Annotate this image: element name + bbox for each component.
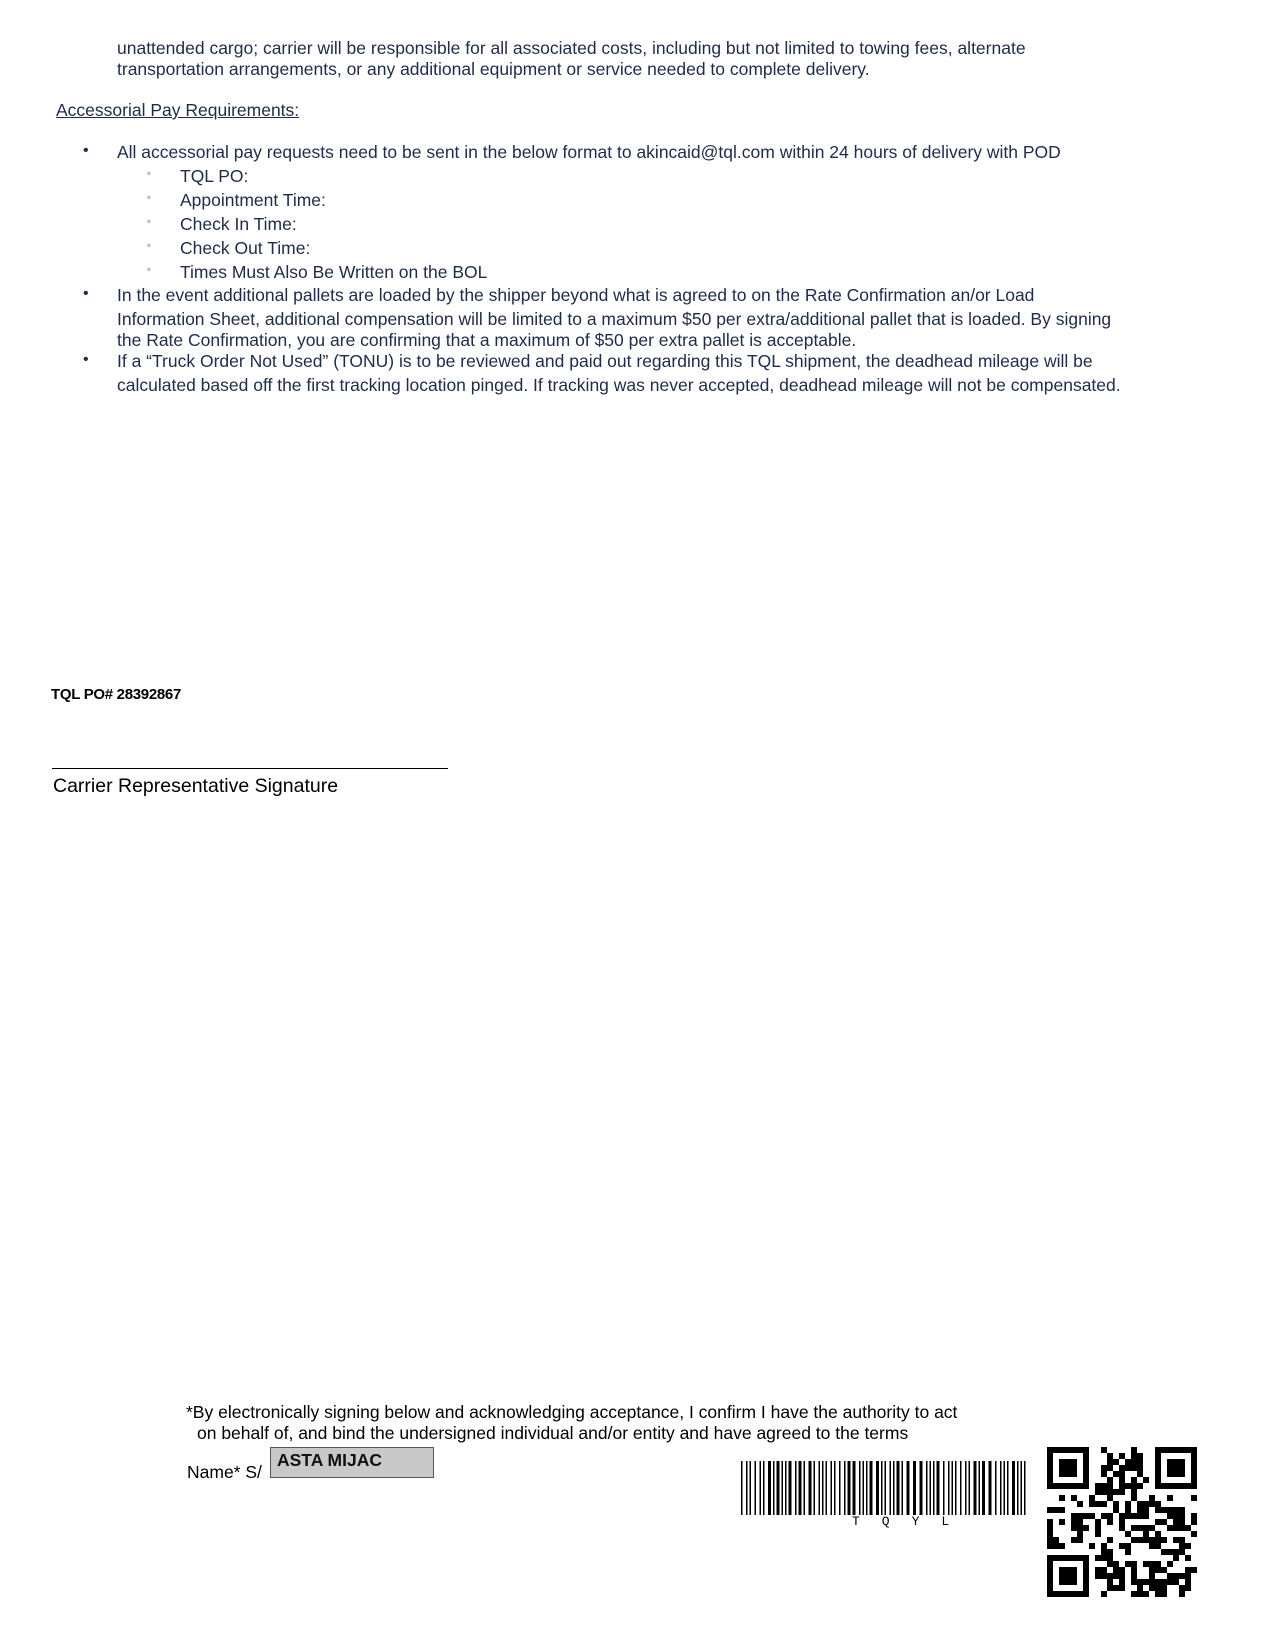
bullet-marker: • <box>83 351 89 368</box>
sub-item-check-out-time: Check Out Time: <box>180 238 311 258</box>
bullet-marker: • <box>83 285 89 302</box>
name-label: Name* S/ <box>187 1462 262 1482</box>
bullet-item-tonu: If a “Truck Order Not Used” (TONU) is to be reviewed and paid out regarding this TQL shipment, the deadhead mileage will be <box>117 351 1093 371</box>
bullet-item-additional-pallets-cont: the Rate Confirmation, you are confirming that a maximum of $50 per extra pallet is acceptable. <box>117 330 857 350</box>
sub-bullet-marker: ◦ <box>147 240 151 252</box>
sub-bullet-marker: ◦ <box>147 264 151 276</box>
name-signature-field[interactable]: ASTA MIJAC <box>270 1447 434 1478</box>
paragraph-line: transportation arrangements, or any additional equipment or service needed to complete delivery. <box>117 59 870 79</box>
bullet-item-additional-pallets: In the event additional pallets are loaded by the shipper beyond what is agreed to on the Rate Confirmation an/or Load <box>117 285 1035 305</box>
acknowledgement-line: *By electronically signing below and acknowledging acceptance, I confirm I have the authority to act <box>186 1402 958 1422</box>
acknowledgement-line: on behalf of, and bind the undersigned individual and/or entity and have agreed to the terms <box>197 1423 909 1443</box>
sub-bullet-marker: ◦ <box>147 168 151 180</box>
qr-code-image <box>1047 1447 1197 1597</box>
bullet-item-additional-pallets-cont: Information Sheet, additional compensation will be limited to a maximum $50 per extra/additional pallet that is loaded. By signing <box>117 309 1112 329</box>
bullet-marker: • <box>83 142 89 159</box>
sub-bullet-marker: ◦ <box>147 216 151 228</box>
sub-bullet-marker: ◦ <box>147 192 151 204</box>
sub-item-check-in-time: Check In Time: <box>180 214 297 234</box>
paragraph-line: unattended cargo; carrier will be responsible for all associated costs, including but not limited to towing fees, alternate <box>117 38 1026 58</box>
tql-po-number: TQL PO# 28392867 <box>51 686 182 703</box>
accessorial-heading: Accessorial Pay Requirements: <box>56 100 300 120</box>
bullet-item-tonu-cont: calculated based off the first tracking location pinged. If tracking was never accepted, deadhead mileage will not be compensated. <box>117 375 1121 395</box>
bullet-item-email-format: All accessorial pay requests need to be sent in the below format to akincaid@tql.com within 24 hours of delivery with POD <box>117 142 1061 162</box>
signature-label: Carrier Representative Signature <box>53 775 339 797</box>
sub-item-times-on-bol: Times Must Also Be Written on the BOL <box>180 262 488 282</box>
acknowledgement-text <box>186 1402 957 1444</box>
sub-item-appointment-time: Appointment Time: <box>180 190 326 210</box>
barcode-text: TQYL <box>852 1514 972 1529</box>
signature-line[interactable] <box>52 768 448 769</box>
sub-item-tql-po: TQL PO: <box>180 166 249 186</box>
barcode-image <box>741 1461 1028 1515</box>
